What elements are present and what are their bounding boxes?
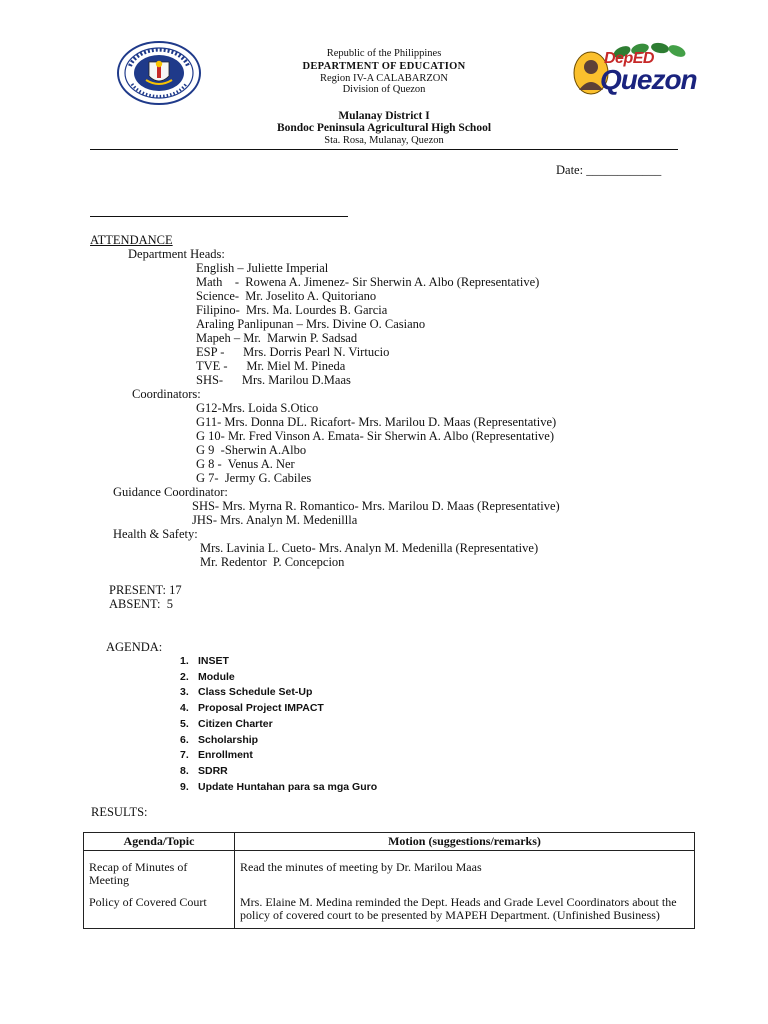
health-safety-label: Health & Safety:	[113, 527, 198, 541]
agenda-item: 8. SDRR	[180, 764, 228, 777]
attendance-title: ATTENDANCE	[90, 233, 173, 247]
dept-head-entry: English – Juliette Imperial	[196, 261, 329, 275]
agenda-item: 4. Proposal Project IMPACT	[180, 702, 324, 715]
header-divider	[90, 149, 678, 150]
agenda-item: 6. Scholarship	[180, 733, 259, 746]
dept-head-entry: TVE - Mr. Miel M. Pineda	[196, 359, 346, 373]
title-blank-line	[90, 216, 348, 217]
header-school-name: Bondoc Peninsula Agricultural High School	[276, 122, 492, 134]
table-header-row	[84, 833, 695, 851]
results-table	[83, 832, 695, 929]
column-header-motion: Motion (suggestions/remarks)	[235, 833, 695, 851]
dept-head-entry: SHS- Mrs. Marilou D.Maas	[196, 373, 351, 387]
dept-head-entry: Science- Mr. Joselito A. Quitoriano	[196, 289, 377, 303]
agenda-list	[180, 654, 377, 795]
agenda-item: 1. INSET	[180, 655, 229, 667]
header-address: Sta. Rosa, Mulanay, Quezon	[324, 135, 444, 146]
health-safety-entry: Mrs. Lavinia L. Cueto- Mrs. Analyn M. Medenilla (Representative)	[200, 541, 539, 555]
guidance-entry: JHS- Mrs. Analyn M. Medenillla	[192, 513, 358, 527]
coordinator-entry: G 9 -Sherwin A.Albo	[196, 443, 307, 457]
table-row	[84, 893, 695, 929]
header-district: Mulanay District I	[338, 110, 430, 122]
dept-head-entry: Mapeh – Mr. Marwin P. Sadsad	[196, 331, 358, 345]
topic-cell: Recap of Minutes of Meeting	[84, 851, 235, 894]
motion-cell: Read the minutes of meeting by Dr. Marilou Maas	[235, 851, 695, 894]
present-count: PRESENT: 17	[109, 583, 182, 597]
results-title: RESULTS:	[91, 805, 148, 819]
header-republic: Republic of the Philippines	[326, 48, 442, 59]
agenda-item: 3. Class Schedule Set-Up	[180, 686, 313, 699]
health-safety-entry: Mr. Redentor P. Concepcion	[200, 555, 345, 569]
guidance-label: Guidance Coordinator:	[113, 485, 228, 499]
guidance-entry: SHS- Mrs. Myrna R. Romantico- Mrs. Marilou D. Maas (Representative)	[192, 499, 560, 513]
dept-head-entry: ESP - Mrs. Dorris Pearl N. Virtucio	[196, 345, 390, 359]
table-row	[84, 851, 695, 894]
coordinator-entry: G11- Mrs. Donna DL. Ricafort- Mrs. Marilou D. Maas (Representative)	[196, 415, 557, 429]
agenda-title: AGENDA:	[106, 640, 163, 654]
motion-cell: Mrs. Elaine M. Medina reminded the Dept. Heads and Grade Level Coordinators about the policy of covered court to be presented by MAPEH Department. (Unfinished Business)	[235, 893, 695, 929]
header-division: Division of Quezon	[342, 84, 426, 95]
dept-head-entry: Filipino- Mrs. Ma. Lourdes B. Garcia	[196, 303, 388, 317]
agenda-item: 9. Update Huntahan para sa mga Guro	[180, 780, 378, 793]
dept-head-entry: Araling Panlipunan – Mrs. Divine O. Casiano	[196, 317, 426, 331]
coordinator-entry: G 7- Jermy G. Cabiles	[196, 471, 312, 485]
agenda-item: 2. Module	[180, 670, 235, 683]
department-heads-label: Department Heads:	[128, 247, 225, 261]
topic-cell: Policy of Covered Court	[84, 893, 235, 929]
absent-count: ABSENT: 5	[109, 597, 173, 611]
agenda-item: 7. Enrollment	[180, 749, 253, 762]
date-field: Date: ____________	[556, 163, 662, 177]
header-region: Region IV-A CALABARZON	[320, 73, 448, 84]
logo-place: Quezon	[600, 64, 697, 95]
coordinator-entry: G 10- Mr. Fred Vinson A. Emata- Sir Sherwin A. Albo (Representative)	[196, 429, 555, 443]
dept-head-entry: Math - Rowena A. Jimenez- Sir Sherwin A. Albo (Representative)	[196, 275, 540, 289]
coordinator-entry: G 8 - Venus A. Ner	[196, 457, 295, 471]
coordinator-entry: G12-Mrs. Loida S.Otico	[196, 401, 319, 415]
column-header-topic: Agenda/Topic	[84, 833, 235, 851]
logo-brand: DepED	[604, 50, 654, 67]
agenda-item: 5. Citizen Charter	[180, 717, 273, 730]
header-department: DEPARTMENT OF EDUCATION	[302, 61, 466, 72]
coordinators-label: Coordinators:	[132, 387, 201, 401]
